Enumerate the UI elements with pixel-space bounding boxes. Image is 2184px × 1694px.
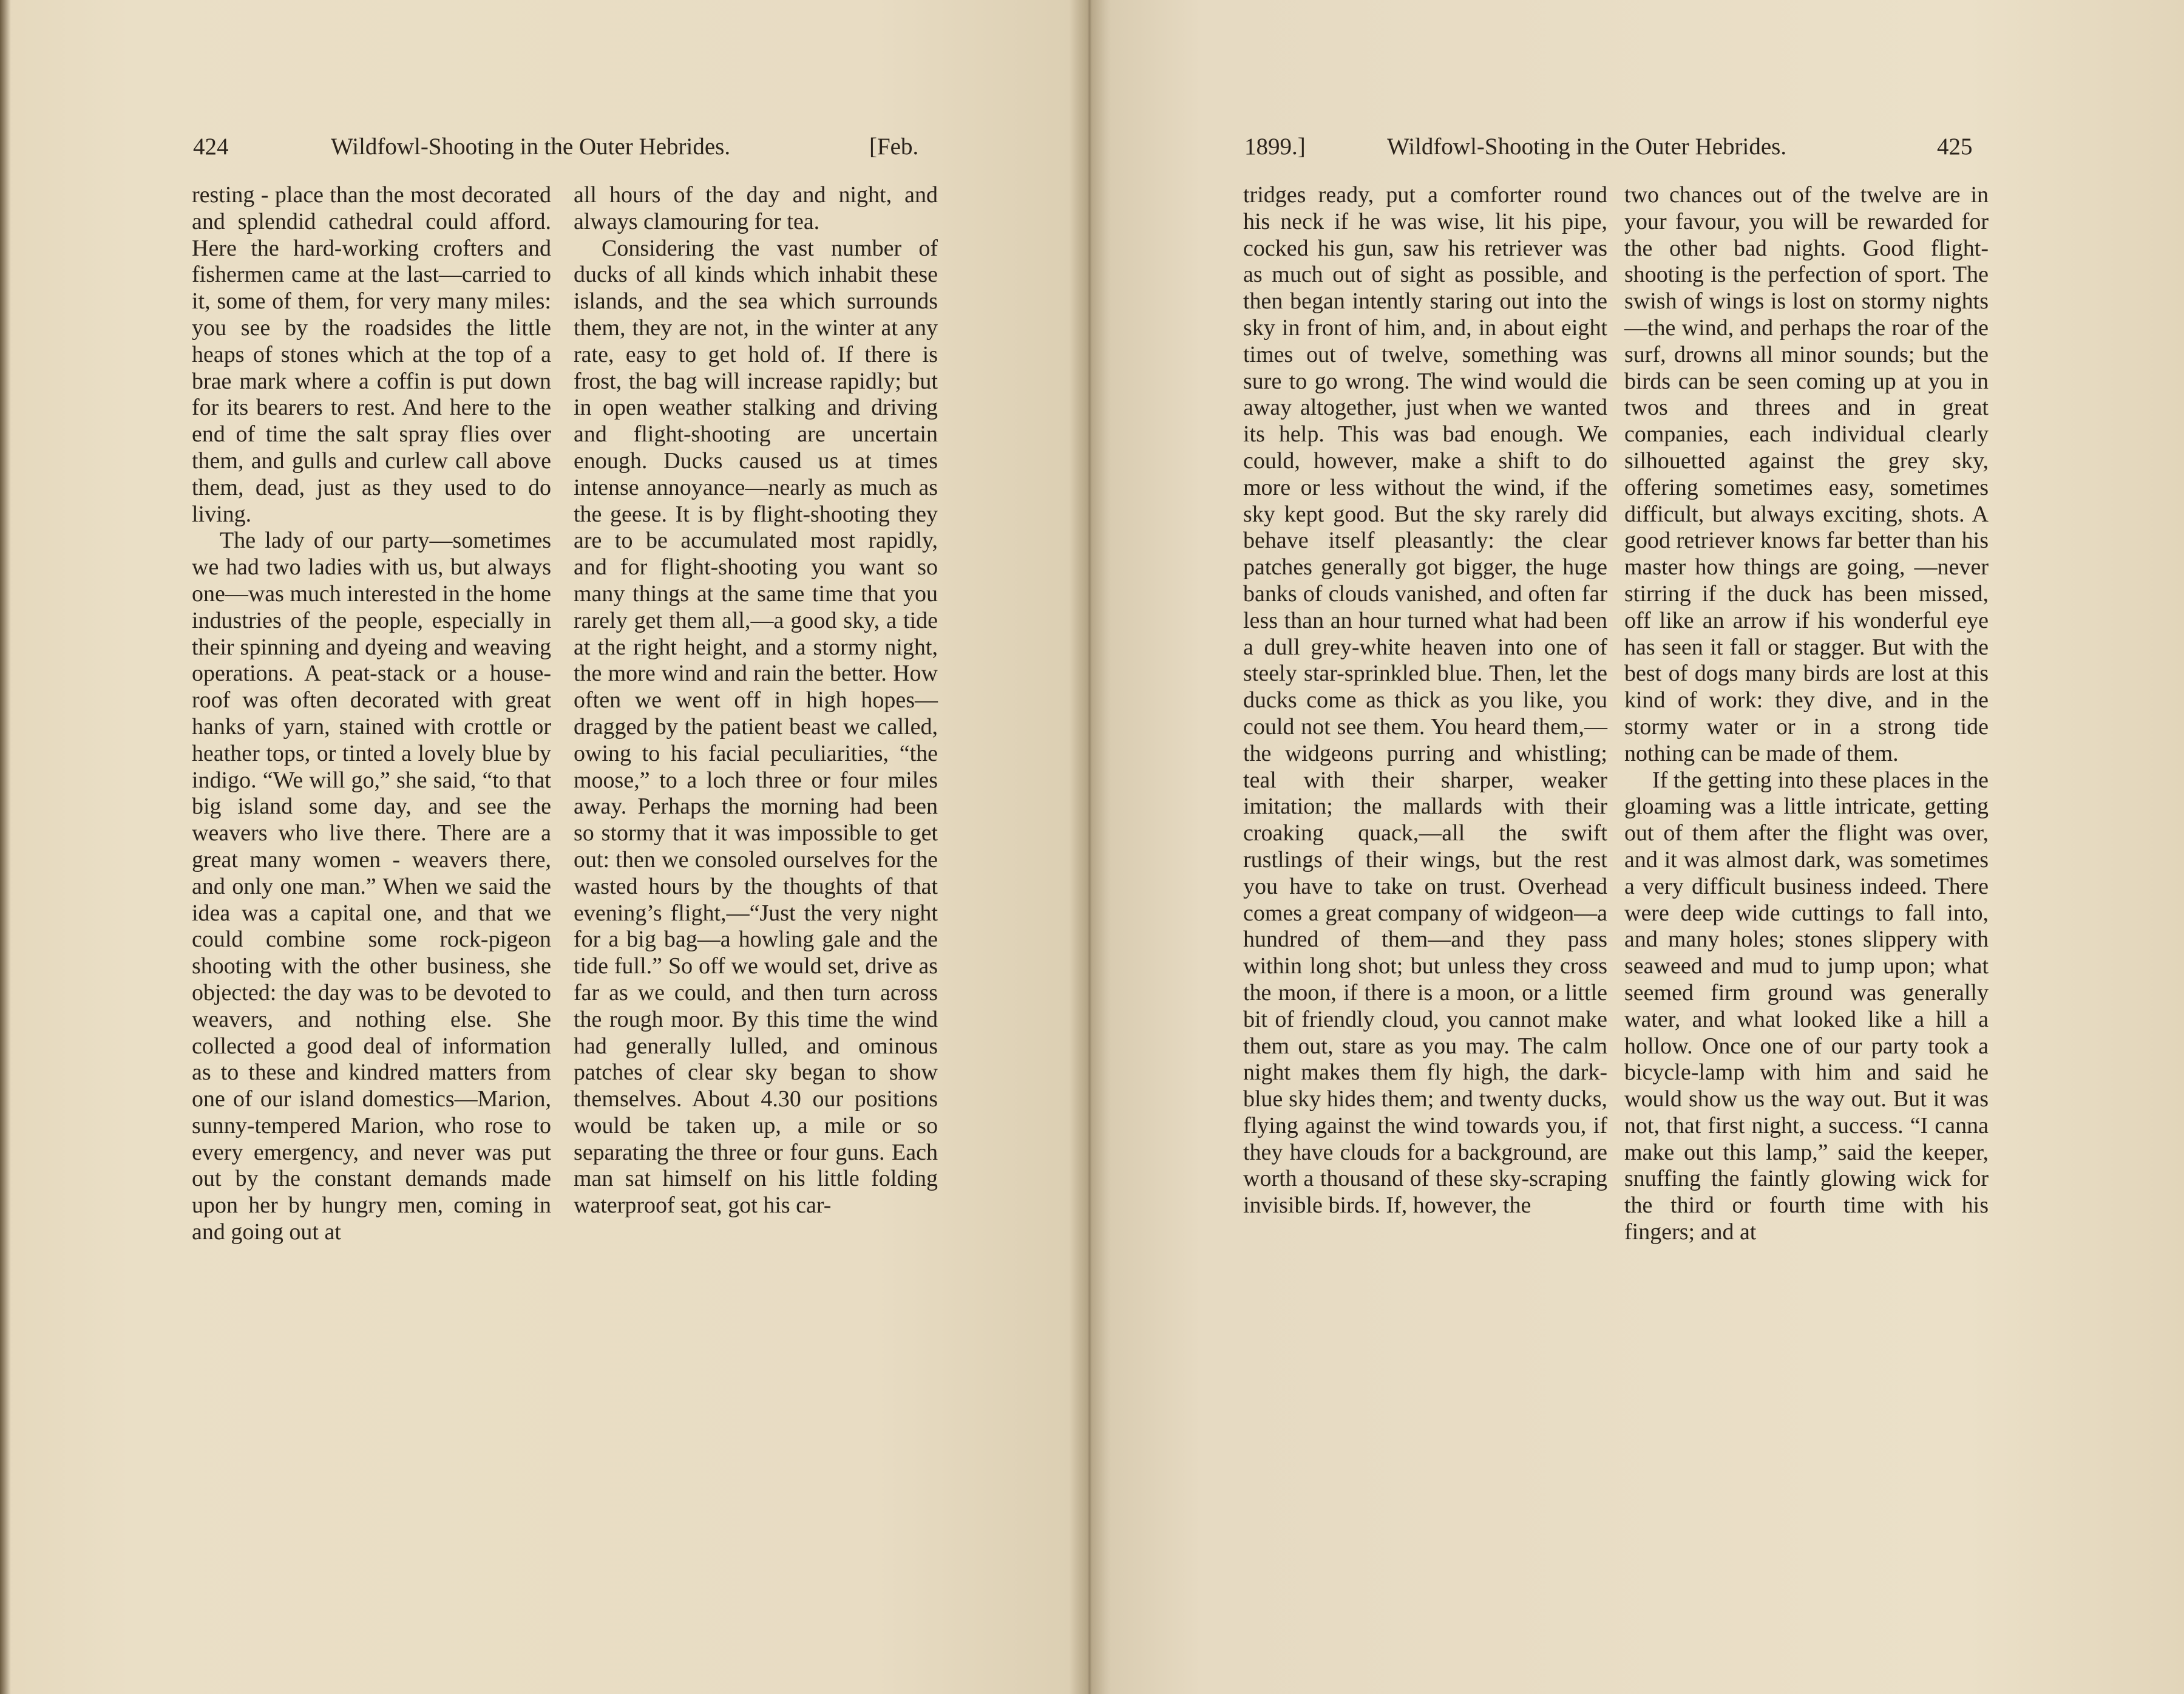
- right-date-mark: 1899.]: [1244, 134, 1306, 160]
- left-running-title: Wildfowl-Shooting in the Outer Hebrides.: [331, 134, 731, 160]
- right-column-2: [1624, 182, 1989, 1246]
- right-running-title: Wildfowl-Shooting in the Outer Hebrides.: [1387, 134, 1787, 160]
- left-column-2: [574, 182, 938, 1219]
- paragraph: two chances out of the twelve are in your favour, you will be rewarded for the other bad nights. Good flight-shooting is the perfection of sport. The swish of wings is lost on stormy nights—the wind, and perhaps the roar of the surf, drowns all minor sounds; but the birds can be seen coming up at you in twos and threes and in great companies, each individual clearly silhouetted against the grey sky, offering sometimes easy, sometimes difficult, but always exciting, shots. A good retriever knows far better than his master how things are going, —never stirring if the duck has been missed, off like an arrow if his wonderful eye has seen it fall or stagger. But with the best of dogs many birds are lost at this kind of work: they dive, and in the stormy water or in a strong tide nothing can be made of them.: [1624, 182, 1989, 766]
- paragraph: If the getting into these places in the gloaming was a little intricate, getting out of them after the flight was over, and it was almost dark, was sometimes a very difficult business indeed. There were deep wide cuttings to fall into, and many holes; stones slippery with seaweed and mud to jump upon; what seemed firm ground was generally water, and what looked like a hill a hollow. Once one of our party took a bicycle-lamp with him and said he would show us the way out. But it was not, that first night, a success. “I canna make out this lamp,” said the keeper, snuffing the faintly glowing wick for the third or fourth time with his fingers; and at: [1624, 767, 1989, 1245]
- left-column-1: [192, 182, 551, 1246]
- right-page: [1097, 0, 2184, 1694]
- paragraph: tridges ready, put a comforter round his neck if he was wise, lit his pipe, cocked his gun, saw his retriever was as much out of sight as possible, and then began intently staring out into the sky in front of him, and, in about eight times out of twelve, something was sure to go wrong. The wind would die away altogether, just when we wanted its help. This was bad enough. We could, however, make a shift to do more or less without the wind, if the sky kept good. But the sky rarely did behave itself pleasantly: the clear patches generally got bigger, the huge banks of clouds vanished, and often far less than an hour turned what had been a dull grey-white heaven into one of steely star-sprinkled blue. Then, let the ducks come as thick as you like, you could not see them. You heard them,—the widgeons purring and whistling; teal with their sharper, weaker imitation; the mallards with their croaking quack,—all the swift rustlings of their wings, but the rest you have to take on trust. Overhead comes a great company of widgeon—a hundred of them—and they pass within long shot; but unless they cross the moon, if there is a moon, or a little bit of friendly cloud, you cannot make them out, stare as you may. The calm night makes them fly high, the dark-blue sky hides them; and twenty ducks, flying against the wind towards you, if they have clouds for a background, are worth a thousand of these sky-scraping invisible birds. If, however, the: [1243, 182, 1607, 1219]
- left-date-mark: [Feb.: [869, 134, 919, 160]
- right-column-1: [1243, 182, 1607, 1219]
- paragraph: all hours of the day and night, and always clamouring for tea.: [574, 182, 938, 234]
- left-page: [0, 0, 1087, 1694]
- paragraph: Considering the vast number of ducks of all kinds which inhabit these islands, and the sea which surrounds them, they are not, in the winter at any rate, easy to get hold of. If there is frost, the bag will increase rapidly; but in open weather stalking and driving and flight-shooting are uncertain enough. Ducks caused us at times intense annoyance—nearly as much as the geese. It is by flight-shooting they are to be accumulated most rapidly, and for flight-shooting you want so many things at the same time that you rarely get them all,—a good sky, a tide at the right height, and a stormy night, the more wind and rain the better. How often we went off in high hopes—dragged by the patient beast we called, owing to his facial peculiarities, “the moose,” to a loch three or four miles away. Perhaps the morning had been so stormy that it was impossible to get out: then we consoled ourselves for the wasted hours by the thoughts of that evening’s flight,—“Just the very night for a big bag—a howling gale and the tide full.” So off we would set, drive as far as we could, and then turn across the rough moor. By this time the wind had generally lulled, and ominous patches of clear sky began to show themselves. About 4.30 our positions would be taken up, a mile or so separating the three or four guns. Each man sat himself on his little folding waterproof seat, got his car-: [574, 235, 938, 1219]
- left-page-number: 424: [193, 134, 229, 160]
- paragraph: resting - place than the most decorated and splendid cathedral could afford. Here the hard-working crofters and fishermen came at the last—carried to it, some of them, for very many miles: you see by the roadsides the little heaps of stones which at the top of a brae mark where a coffin is put down for its bearers to rest. And here to the end of time the salt spray flies over them, and gulls and curlew call above them, dead, just as they used to do living.: [192, 182, 551, 527]
- paragraph: The lady of our party—sometimes we had two ladies with us, but always one—was much interested in the home industries of the people, especially in their spinning and dyeing and weaving operations. A peat-stack or a house-roof was often decorated with great hanks of yarn, stained with crottle or heather tops, or tinted a lovely blue by indigo. “We will go,” she said, “to that big island some day, and see the weavers who live there. There are a great many women - weavers there, and only one man.” When we said the idea was a capital one, and that we could combine some rock-pigeon shooting with the other business, she objected: the day was to be devoted to weavers, and nothing else. She collected a good deal of information as to these and kindred matters from one of our island domestics—Marion, sunny-tempered Marion, who rose to every emergency, and never was put out by the constant demands made upon her by hungry men, coming in and going out at: [192, 528, 552, 1245]
- right-page-number: 425: [1937, 134, 1973, 160]
